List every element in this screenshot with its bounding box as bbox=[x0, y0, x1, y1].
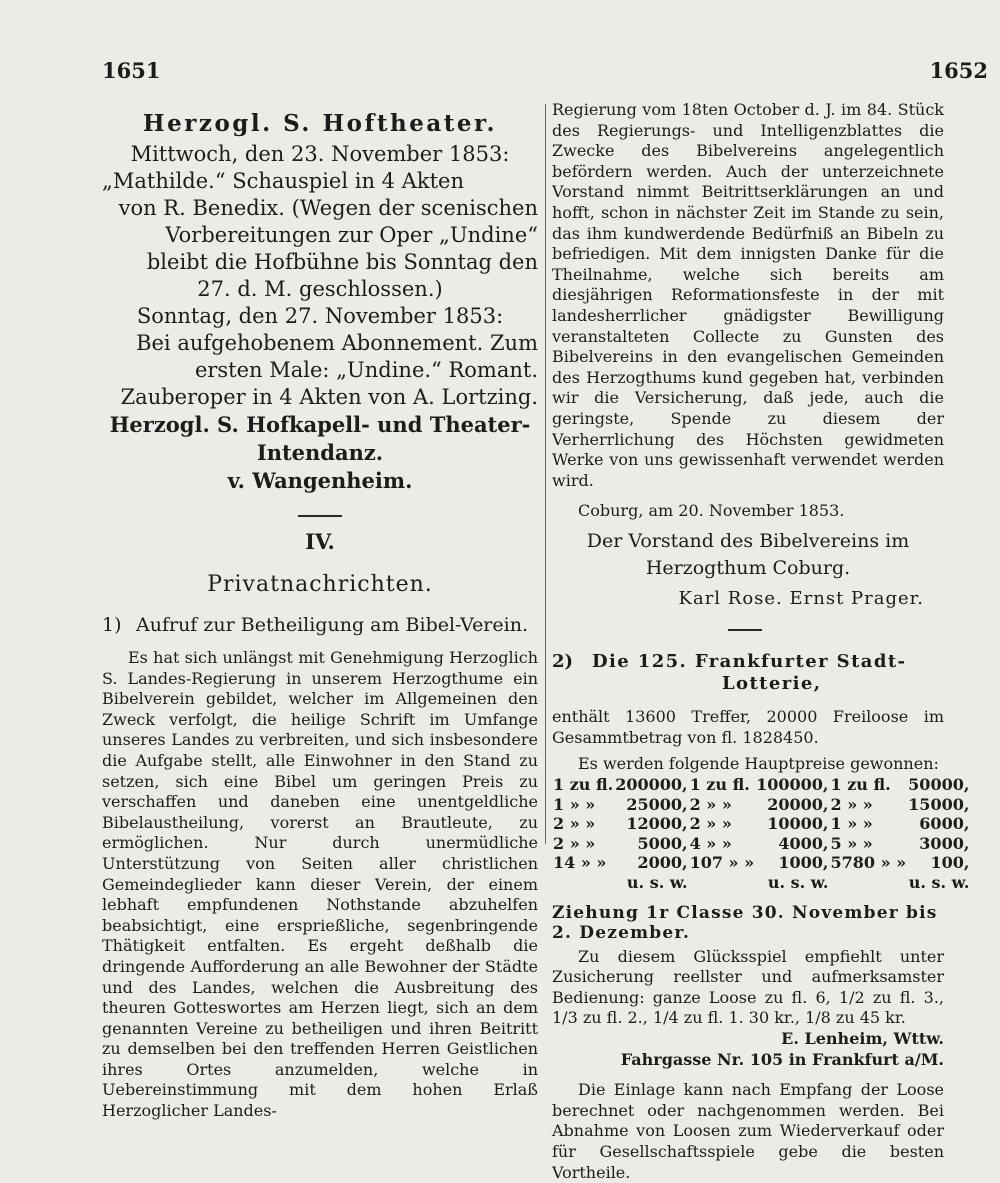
prize-amount: 10000, bbox=[767, 814, 829, 834]
address-line: E. Lenheim, Wttw. bbox=[781, 1029, 944, 1048]
left-column bbox=[102, 100, 538, 1122]
prize-amount: 100000, bbox=[756, 775, 829, 795]
theater-line: von R. Benedix. (Wegen der scenischen bbox=[118, 196, 538, 220]
prize-amount: 50000, bbox=[908, 775, 970, 795]
prize-count: 1 zu fl. bbox=[830, 775, 891, 795]
prize-row bbox=[552, 775, 970, 795]
section-number: IV. bbox=[305, 529, 335, 554]
item2-title-line: Die 125. Frankfurter Stadt- bbox=[592, 651, 907, 673]
theater-line: Vorbereitungen zur Oper „Undine“ bbox=[165, 223, 538, 247]
prize-amount: 20000, bbox=[767, 794, 829, 814]
signature-line: Herzogthum Coburg. bbox=[645, 557, 851, 580]
signature-line: Der Vorstand des Bibelvereins im bbox=[586, 530, 910, 553]
item2-offer bbox=[552, 947, 944, 1029]
item1-names: Karl Rose. Ernst Prager. bbox=[678, 588, 924, 610]
prize-row bbox=[552, 873, 970, 893]
prize-count bbox=[552, 873, 614, 893]
prize-amount: 1000, bbox=[778, 853, 829, 873]
item2-drawing: Ziehung 1r Classe 30. November bis 2. Dezember. bbox=[552, 902, 938, 943]
item2-title bbox=[592, 651, 938, 695]
item2-address bbox=[552, 1029, 944, 1070]
prize-amount: 3000, bbox=[919, 833, 970, 853]
address-line: Fahrgasse Nr. 105 in Frankfurt a/M. bbox=[620, 1049, 944, 1069]
theater-signature bbox=[102, 411, 538, 495]
page-number-right: 1652 bbox=[929, 58, 988, 83]
item2-closing bbox=[552, 1080, 944, 1183]
item1-continuation-text: Regierung vom 18ten October d. J. im 84. Stück des Regierungs- und Intelligenzblattes die Zwecke des Bibelvereins angelegentlich befördern werden. Auch der unterzeichnete Vorstand nimmt Beitrittserklärungen an und hofft, schon in nächster Zeit im Stande zu sein, das ihm kundwerdende Bedürfniß an Bibeln zu befriedigen. Mit dem innigsten Danke für die Theilnahme, welche sich bereits am diesjährigen Reformationsfeste in der mit landesherrlicher gnädigster Bewilligung veranstalteten Collecte zu Gunsten des Bibelvereins in den evangelischen Gemeinden des Herzogthums kund gegeben hat, verbinden wir die Versicherung, daß jede, auch die geringste, Spende zu diesem der Verherrlichung des Höchsten gewidmeten Werke von uns gewissenhaft verwendet werden wird. bbox=[552, 100, 944, 490]
item1-signature bbox=[552, 528, 944, 582]
prize-amount: u. s. w. bbox=[626, 873, 688, 893]
item1-continuation bbox=[552, 100, 944, 491]
item1-body bbox=[102, 648, 538, 1122]
prize-row bbox=[552, 814, 970, 834]
prize-count bbox=[689, 873, 756, 893]
prize-amount: u. s. w. bbox=[767, 873, 829, 893]
prize-count: 2 » » bbox=[553, 833, 596, 853]
prize-count: 2 » » bbox=[689, 814, 732, 834]
prize-count: 5 » » bbox=[830, 833, 873, 853]
item2-prizes-intro: Es werden folgende Hauptpreise gewonnen: bbox=[578, 754, 939, 774]
item1-heading bbox=[102, 613, 538, 638]
signature-line: Herzogl. S. Hofkapell- und Theater- bbox=[109, 412, 531, 437]
prize-amount: 200000, bbox=[615, 775, 688, 795]
theater-line: Sonntag, den 27. November 1853: bbox=[136, 304, 504, 328]
separator-dash bbox=[298, 515, 342, 517]
prize-count: 4 » » bbox=[689, 833, 732, 853]
prize-count: 2 » » bbox=[553, 814, 596, 834]
theater-line: 27. d. M. geschlossen.) bbox=[197, 277, 443, 301]
separator-dash bbox=[728, 629, 762, 631]
prize-row bbox=[552, 853, 970, 873]
prize-count: 1 zu fl. bbox=[553, 775, 614, 795]
signature-line: v. Wangenheim. bbox=[227, 468, 413, 493]
prize-count: 107 » » bbox=[689, 853, 755, 873]
prize-count: 1 » » bbox=[830, 814, 873, 834]
item2-title-line: Lotterie, bbox=[722, 673, 822, 695]
theater-line: bleibt die Hofbühne bis Sonntag den bbox=[146, 250, 538, 274]
item1-paragraph: Es hat sich unlängst mit Genehmigung Herzoglich S. Landes-Regierung in unserem Herzogthume ein Bibelverein gebildet, welcher im Allgemeinen den Zweck verfolgt, die heilige Schrift im Umfange unseres Landes zu verbreiten, und sich insbesondere die Aufgabe stellt, alle Einwohner in den Stand zu setzen, sich eine Bibel um geringen Preis zu verschaffen und daneben eine unentgeldliche Bibelaustheilung, vorerst an Brautleute, zu ermöglichen. Nur durch unermüdliche Unterstützung von Seiten aller christlichen Gemeindeglieder kann dieser Verein, der einem lebhaft empfundenen Nothstande abzuhelfen beabsichtigt, eine ersprießliche, segenbringende Thätigkeit entfalten. Es ergeht deßhalb die dringende Aufforderung an alle Bewohner der Städte und des Landes, welchen die Ausbreitung des theuren Gotteswortes am Herzen liegt, sich an dem genannten Vereine zu betheiligen und ihren Beitritt zu demselben bei den treffenden Herren Geistlichen ihres Ortes anzumelden, welche in Uebereinstimmung mit dem hohen Erlaß Herzoglicher Landes- bbox=[102, 648, 538, 1121]
prize-table bbox=[552, 775, 970, 893]
item2-offer-text: Zu diesem Glücksspiel empfiehlt unter Zusicherung reellster und aufmerksamster Bedienung: ganze Loose zu fl. 6, 1/2 zu fl. 3., 1/3 zu fl. 2., 1/4 zu fl. 1. 30 kr., 1/8 zu 45 kr. bbox=[552, 946, 944, 1028]
prize-count: 2 » » bbox=[830, 794, 873, 814]
prize-row bbox=[552, 834, 970, 854]
right-column bbox=[552, 100, 970, 1183]
prize-amount: u. s. w. bbox=[908, 873, 970, 893]
prize-count: 5780 » » bbox=[830, 853, 907, 873]
prize-count: 1 » » bbox=[553, 794, 596, 814]
prize-amount: 2000, bbox=[637, 853, 688, 873]
item2-intro-text: enthält 13600 Treffer, 20000 Freiloose im Gesammtbetrag von fl. 1828450. bbox=[552, 707, 944, 747]
theater-heading: Herzogl. S. Hoftheater. bbox=[142, 110, 498, 137]
prize-row bbox=[552, 795, 970, 815]
prize-amount: 6000, bbox=[919, 814, 970, 834]
prize-amount: 15000, bbox=[908, 794, 970, 814]
theater-line: „Mathilde.“ Schauspiel in 4 Akten bbox=[102, 169, 464, 193]
item2-number: 2) bbox=[552, 651, 574, 673]
theater-announcement bbox=[102, 141, 538, 411]
prize-amount: 100, bbox=[930, 853, 970, 873]
column-divider bbox=[545, 104, 546, 844]
item1-number: 1) bbox=[102, 614, 122, 636]
prize-count: 2 » » bbox=[689, 794, 732, 814]
signature-line: Intendanz. bbox=[256, 440, 384, 465]
item1-title: Aufruf zur Betheiligung am Bibel-Verein. bbox=[136, 614, 528, 636]
prize-amount: 5000, bbox=[637, 833, 688, 853]
prize-amount: 12000, bbox=[626, 814, 688, 834]
theater-line: Mittwoch, den 23. November 1853: bbox=[130, 142, 510, 166]
item2-closing-text: Die Einlage kann nach Empfang der Loose berechnet oder nachgenommen werden. Bei Abnahme von Loosen zum Wiederverkauf oder für Gesellschaftsspiele gebe die besten Vortheile. bbox=[552, 1080, 944, 1182]
page-number-left: 1651 bbox=[102, 58, 161, 83]
item2-intro bbox=[552, 707, 944, 775]
theater-line: ersten Male: „Undine.“ Romant. bbox=[194, 358, 538, 382]
theater-line: Zauberoper in 4 Akten von A. Lortzing. bbox=[120, 385, 538, 409]
prize-count bbox=[830, 873, 908, 893]
section-title: Privatnachrichten. bbox=[207, 572, 433, 597]
prize-amount: 4000, bbox=[778, 833, 829, 853]
prize-count: 1 zu fl. bbox=[689, 775, 750, 795]
item2-heading bbox=[552, 651, 944, 695]
prize-count: 14 » » bbox=[553, 853, 607, 873]
prize-amount: 25000, bbox=[626, 794, 688, 814]
item1-date: Coburg, am 20. November 1853. bbox=[578, 501, 845, 521]
theater-line: Bei aufgehobenem Abonnement. Zum bbox=[136, 331, 538, 355]
